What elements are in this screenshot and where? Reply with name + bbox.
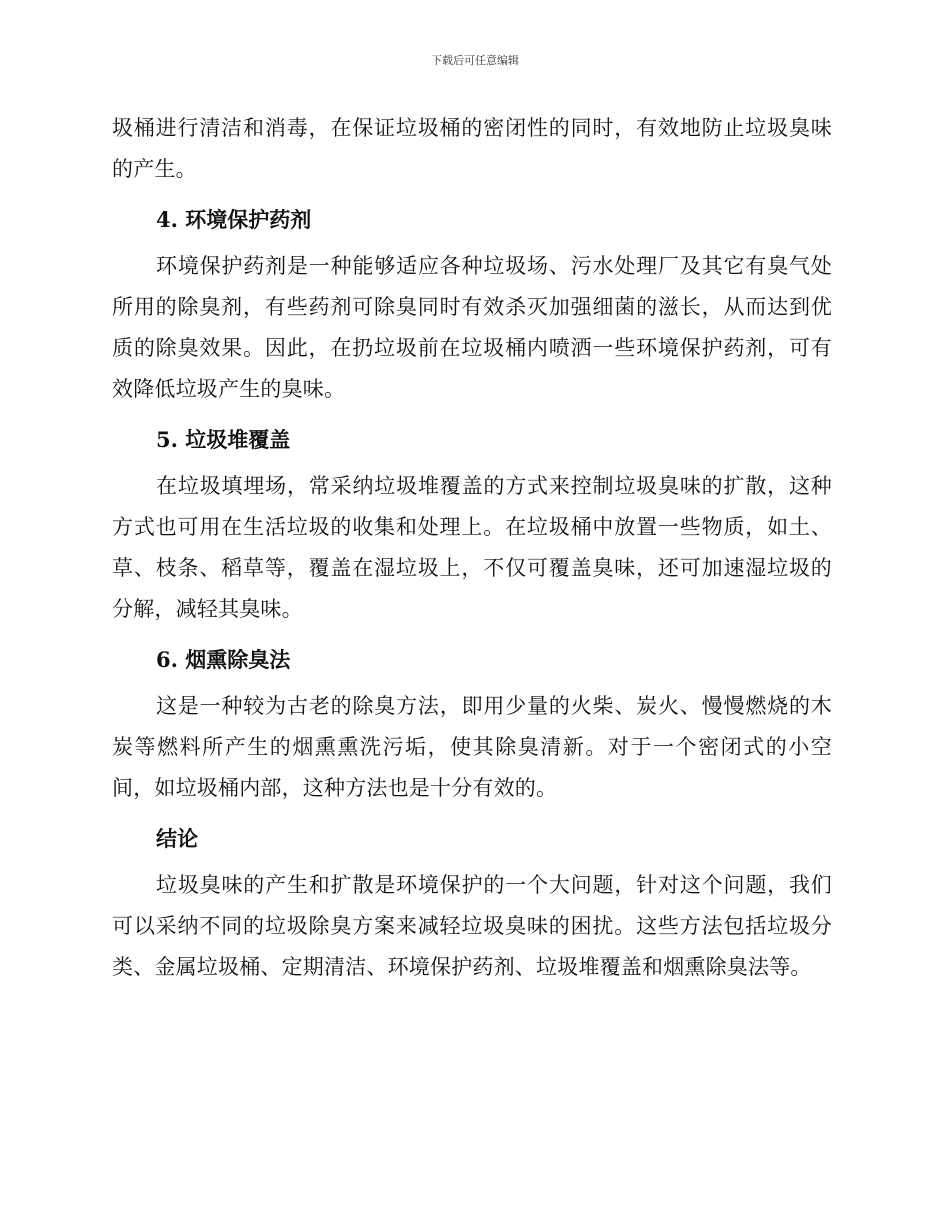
- section-heading-4: 4. 环境保护药剂: [156, 207, 312, 232]
- section-paragraph-6: 这是一种较为古老的除臭方法，即用少量的火柴、炭火、慢慢燃烧的木炭等燃料所产生的烟熏熏洗污垢，使其除臭清新。对于一个密闭式的小空间，如垃圾桶内部，这种方法也是十分有效的。: [112, 694, 832, 800]
- section-paragraph-4: 环境保护药剂是一种能够适应各种垃圾场、污水处理厂及其它有臭气处所用的除臭剂，有些药剂可除臭同时有效杀灭加强细菌的滋长，从而达到优质的除臭效果。因此，在扔垃圾前在垃圾桶内喷洒一些环境保护药剂，可有效降低垃圾产生的臭味。: [112, 254, 832, 401]
- section-heading-6: 6. 烟熏除臭法: [156, 647, 291, 672]
- section-heading-5: 5. 垃圾堆覆盖: [156, 427, 291, 452]
- section-heading-conclusion: 结论: [156, 826, 198, 851]
- header-note: 下载后可任意编辑: [431, 54, 519, 67]
- continuation-paragraph: 圾桶进行清洁和消毒，在保证垃圾桶的密闭性的同时，有效地防止垃圾臭味的产生。: [112, 116, 832, 181]
- section-paragraph-conclusion: 垃圾臭味的产生和扩散是环境保护的一个大问题，针对这个问题，我们可以采纳不同的垃圾除臭方案来减轻垃圾臭味的困扰。这些方法包括垃圾分类、金属垃圾桶、定期清洁、环境保护药剂、垃圾堆覆盖和烟熏除臭法等。: [112, 873, 832, 979]
- document-body: [112, 108, 832, 988]
- section-paragraph-5: 在垃圾填埋场，常采纳垃圾堆覆盖的方式来控制垃圾臭味的扩散，这种方式也可用在生活垃圾的收集和处理上。在垃圾桶中放置一些物质，如土、草、枝条、稻草等，覆盖在湿垃圾上，不仅可覆盖臭味，还可加速湿垃圾的分解，减轻其臭味。: [112, 474, 832, 621]
